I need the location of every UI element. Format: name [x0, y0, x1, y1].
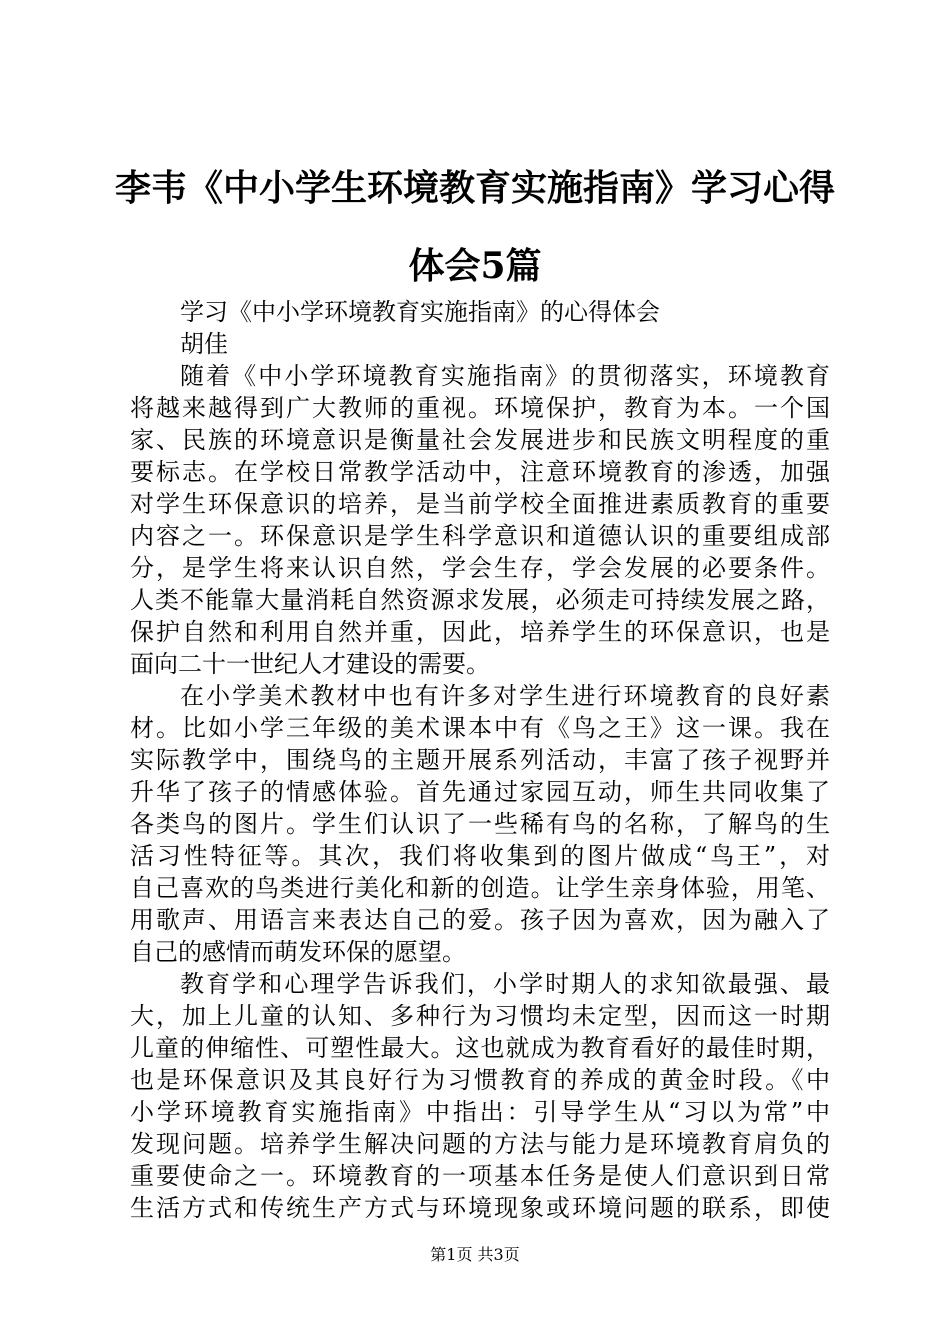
paragraph-line: 家、民族的环境意识是衡量社会发展进步和民族文明程度的重	[130, 426, 830, 454]
paragraph-line: 教育学和心理学告诉我们，小学时期人的求知欲最强、最	[180, 970, 830, 998]
document-title-line-2: 体会5篇	[408, 245, 542, 287]
paragraph-line: 发现问题。培养学生解决问题的方法与能力是环境教育肩负的	[130, 1130, 830, 1158]
paragraph-line: 各类鸟的图片。学生们认识了一些稀有鸟的名称，了解鸟的生	[130, 810, 830, 838]
paragraph-line: 对学生环保意识的培养，是当前学校全面推进素质教育的重要	[130, 490, 830, 518]
paragraph-1	[130, 360, 830, 680]
paragraph-line: 重要使命之一。环境教育的一项基本任务是使人们意识到日常	[130, 1162, 830, 1190]
paragraph-line: 自己喜欢的鸟类进行美化和新的创造。让学生亲身体验，用笔、	[130, 874, 830, 902]
paragraph-line: 用歌声、用语言来表达自己的爱。孩子因为喜欢，因为融入了	[130, 906, 830, 934]
paragraph-line: 实际教学中，围绕鸟的主题开展系列活动，丰富了孩子视野并	[130, 746, 830, 774]
paragraph-line: 也是环保意识及其良好行为习惯教育的养成的黄金时段。《中	[130, 1066, 830, 1094]
paragraph-line: 活习性特征等。其次，我们将收集到的图片做成“鸟王”，对	[130, 842, 830, 870]
paragraph-line: 面向二十一世纪人才建设的需要。	[130, 650, 490, 678]
paragraph-line: 材。比如小学三年级的美术课本中有《鸟之王》这一课。我在	[130, 714, 830, 742]
paragraph-line: 将越来越得到广大教师的重视。环境保护，教育为本。一个国	[130, 394, 830, 422]
paragraph-line: 随着《中小学环境教育实施指南》的贯彻落实，环境教育	[180, 362, 830, 390]
paragraph-line: 大，加上儿童的认知、多种行为习惯均未定型，因而这一时期	[130, 1002, 830, 1030]
paragraph-line: 小学环境教育实施指南》中指出：引导学生从“习以为常”中	[130, 1098, 830, 1126]
paragraph-line: 在小学美术教材中也有许多对学生进行环境教育的良好素	[180, 682, 830, 710]
document-body	[130, 296, 830, 1224]
page-number-footer: 第1页 共3页	[430, 1245, 520, 1264]
paragraph-line: 生活方式和传统生产方式与环境现象或环境问题的联系，即使	[130, 1194, 830, 1222]
paragraph-line: 要标志。在学校日常教学活动中，注意环境教育的渗透，加强	[130, 458, 830, 486]
author-name: 胡佳	[180, 330, 228, 358]
document-title-line-1: 李韦《中小学生环境教育实施指南》学习心得	[114, 167, 835, 209]
paragraph-line: 内容之一。环保意识是学生科学意识和道德认识的重要组成部	[130, 522, 830, 550]
paragraph-line: 分，是学生将来认识自然，学会生存，学会发展的必要条件。	[130, 554, 830, 582]
paragraph-line: 儿童的伸缩性、可塑性最大。这也就成为教育看好的最佳时期，	[130, 1034, 830, 1062]
paragraph-2	[130, 680, 830, 968]
paragraph-line: 保护自然和利用自然并重，因此，培养学生的环保意识，也是	[130, 618, 830, 646]
subtitle: 学习《中小学环境教育实施指南》的心得体会	[180, 298, 660, 326]
paragraph-3	[130, 968, 830, 1224]
paragraph-line: 升华了孩子的情感体验。首先通过家园互动，师生共同收集了	[130, 778, 830, 806]
paragraph-line: 人类不能靠大量消耗自然资源求发展，必须走可持续发展之路，	[130, 586, 830, 614]
paragraph-line: 自己的感情而萌发环保的愿望。	[130, 938, 466, 966]
